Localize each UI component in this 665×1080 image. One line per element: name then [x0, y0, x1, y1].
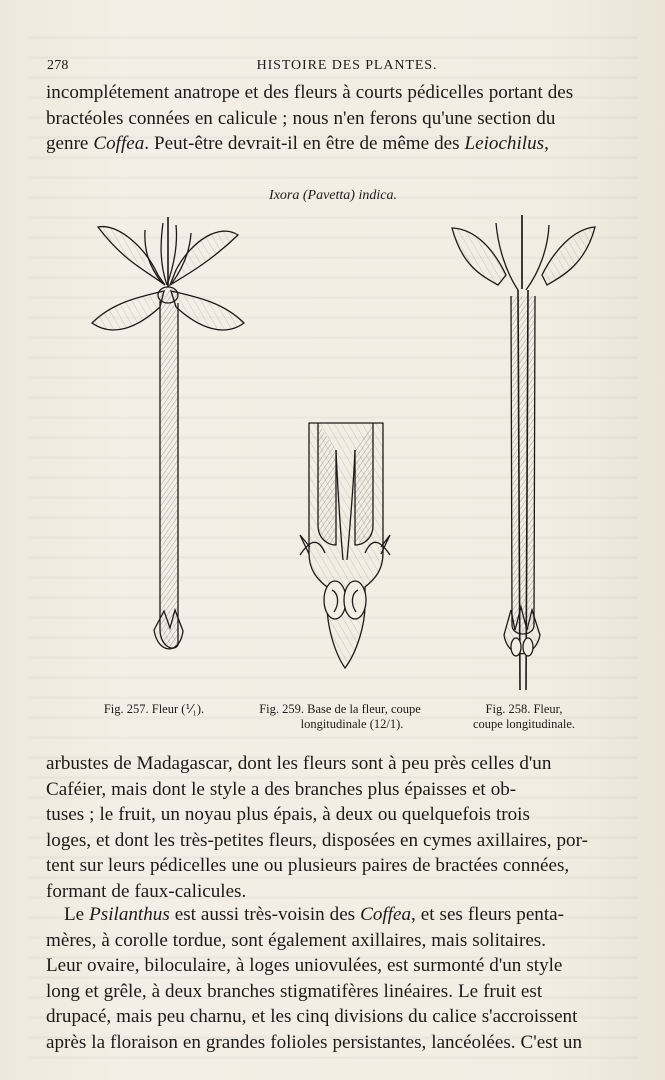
middle-paragraph-line-6: formant de faux-calicules.	[46, 880, 247, 902]
caption-fig-259-line-1: Fig. 259. Base de la fleur, coupe	[259, 702, 421, 716]
fig-257-flower-drawing	[92, 217, 244, 649]
caption-fig-259	[234, 702, 446, 732]
bottom-paragraph-line-5: drupacé, mais peu charnu, et les cinq divisions du calice s'accroissent	[46, 1006, 578, 1027]
top-paragraph-line-1: incomplétement anatrope et des fleurs à courts pédicelles portant des	[46, 82, 574, 103]
bottom-paragraph	[46, 902, 634, 1055]
fig-258-flower-longitudinal-section	[452, 215, 595, 690]
bottom-paragraph-line-1	[46, 902, 634, 928]
middle-paragraph-line-4: loges, et dont les très-petites fleurs, disposées en cymes axillaires, por-	[46, 829, 588, 851]
middle-paragraph	[46, 751, 634, 904]
middle-paragraph-line-5: tent sur leurs pédicelles une ou plusieurs paires de bractées connées,	[46, 855, 570, 876]
bottom-line-1-prefix: Le	[64, 904, 90, 925]
bottom-paragraph-line-2: mères, à corolle tordue, sont également axillaires, mais solitaires.	[46, 929, 546, 951]
middle-paragraph-line-3: tuses ; le fruit, un noyau plus épais, à deux ou quelquefois trois	[46, 804, 530, 825]
caption-fig-258-line-1: Fig. 258. Fleur,	[485, 702, 563, 716]
caption-fig-258	[451, 702, 597, 732]
figure-title: Ixora (Pavetta) indica.	[269, 188, 397, 203]
caption-fig-257: Fig. 257. Fleur (⅟₁).	[103, 702, 205, 716]
top-line-3-part-c: ,	[544, 133, 549, 154]
middle-paragraph-line-2: Caféier, mais dont le style a des branches plus épaisses et ob-	[46, 778, 517, 800]
psilanthus-italic-text: Psilanthus	[89, 904, 170, 925]
top-paragraph	[46, 80, 634, 157]
fig-259-flower-base-section	[300, 423, 390, 668]
leiochilus-italic-text: Leiochilus	[464, 133, 545, 154]
botanical-illustration	[0, 205, 665, 700]
caption-fig-258-line-2: coupe longitudinale.	[472, 717, 576, 731]
page-number: 278	[47, 58, 69, 73]
top-paragraph-line-2: bractéoles connées en calicule ; nous n'en ferons qu'une section du	[46, 107, 556, 129]
middle-paragraph-line-1: arbustes de Madagascar, dont les fleurs sont à peu près celles d'un	[46, 753, 552, 774]
bottom-line-1-suffix: , et ses fleurs penta-	[411, 904, 564, 925]
bottom-paragraph-line-3: Leur ovaire, biloculaire, à loges uniovulées, est surmonté d'un style	[46, 955, 563, 976]
page-header	[47, 58, 633, 82]
running-head: HISTOIRE DES PLANTES.	[256, 58, 438, 73]
coffea-italic-text: Coffea	[93, 133, 145, 154]
top-line-3-part-a: genre	[46, 133, 94, 154]
bottom-line-1-middle: est aussi très-voisin des	[169, 904, 361, 925]
top-line-3-part-b: . Peut-être devrait-il en être de même des	[144, 133, 465, 154]
coffea-italic-text-bottom: Coffea	[360, 904, 412, 925]
top-paragraph-line-3	[46, 131, 634, 157]
bottom-paragraph-line-6: après la floraison en grandes folioles persistantes, lancéolées. C'est un	[46, 1031, 582, 1053]
caption-fig-259-line-2: longitudinale (12/1).	[300, 717, 404, 731]
bottom-paragraph-line-4: long et grêle, à deux branches stigmatifères linéaires. Le fruit est	[46, 980, 543, 1002]
